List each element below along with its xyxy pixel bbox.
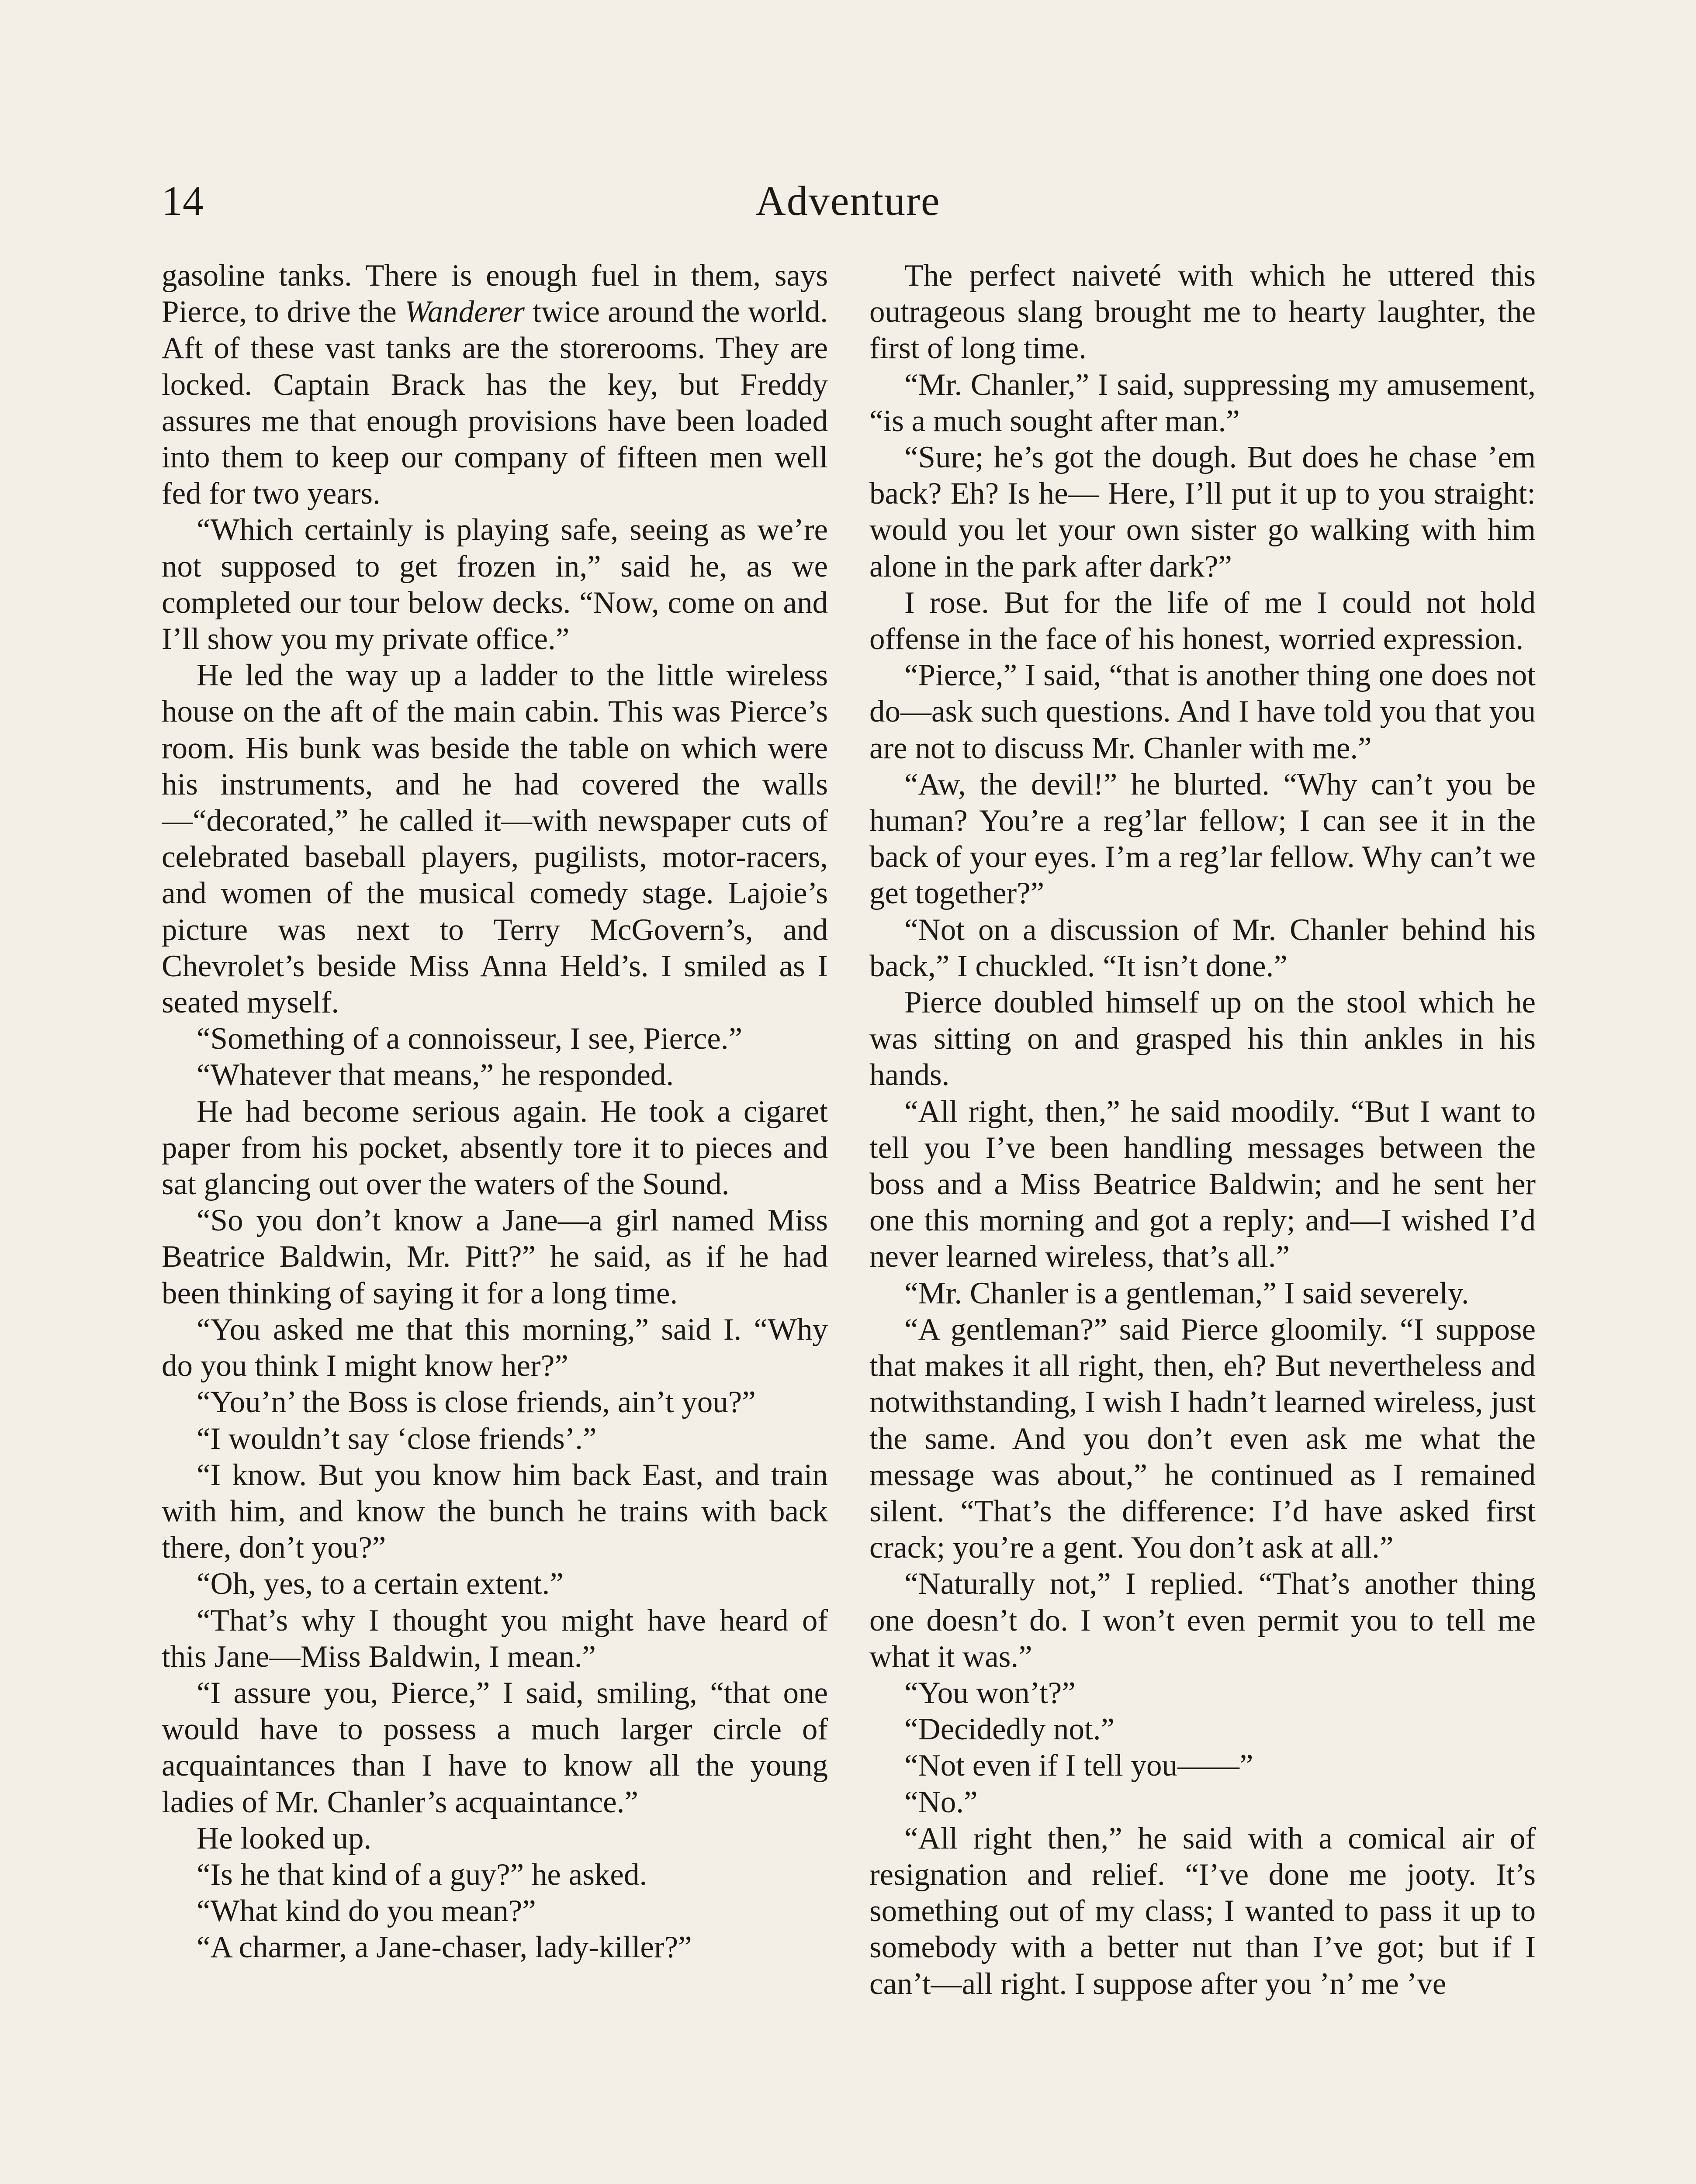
text-run: gasoline tanks. There is enough fuel in them, says Pierce, to drive the — [162, 259, 828, 329]
page-header — [162, 173, 1534, 229]
paragraph: “What kind do you mean?” — [197, 1894, 536, 1928]
paragraph — [162, 258, 828, 512]
paragraph: “I know. But you know him back East, and train with him, and know the bunch he trains with back there, don’t you?” — [162, 1458, 828, 1565]
page-number: 14 — [162, 177, 204, 224]
paragraph: “Sure; he’s got the dough. But does he chase ’em back? Eh? Is he— Here, I’ll put it up to you straight: would you let your own sister go walking with him alone in the park after dark?” — [869, 440, 1536, 584]
body-text — [162, 258, 1536, 2184]
left-column — [162, 258, 828, 2184]
paragraph: “Whatever that means,” he responded. — [197, 1058, 674, 1092]
paragraph: He had become serious again. He took a cigaret paper from his pocket, absently tore it to pieces and sat glancing out over the waters of the Sound. — [162, 1094, 828, 1202]
paragraph: “You’n’ the Boss is close friends, ain’t you?” — [197, 1385, 756, 1420]
paragraph: “Decidedly not.” — [904, 1712, 1115, 1747]
paragraph: “So you don’t know a Jane—a girl named Miss Beatrice Baldwin, Mr. Pitt?” he said, as if he had been thinking of saying it for a long time. — [162, 1203, 828, 1310]
ship-name: Wanderer — [405, 295, 525, 329]
paragraph: I rose. But for the life of me I could not hold offense in the face of his honest, worried expression. — [869, 585, 1536, 657]
paragraph: “That’s why I thought you might have heard of this Jane—Miss Baldwin, I mean.” — [162, 1603, 828, 1674]
paragraph: “Not on a discussion of Mr. Chanler behind his back,” I chuckled. “It isn’t done.” — [869, 912, 1536, 983]
paragraph: “Mr. Chanler,” I said, suppressing my amusement, “is a much sought after man.” — [869, 367, 1536, 438]
paragraph: “I assure you, Pierce,” I said, smiling, “that one would have to possess a much larger circle of acquaintances than I have to know all the young ladies of Mr. Chanler’s acquaintance.” — [162, 1676, 828, 1819]
paragraph: “I wouldn’t say ‘close friends’.” — [197, 1421, 597, 1456]
paragraph: “You asked me that this morning,” said I. “Why do you think I might know her?” — [162, 1312, 828, 1383]
paragraph: “You won’t?” — [904, 1676, 1076, 1710]
paragraph: “Mr. Chanler is a gentleman,” I said severely. — [904, 1276, 1469, 1310]
paragraph: “Not even if I tell you——” — [904, 1749, 1253, 1783]
paragraph: “Is he that kind of a guy?” he asked. — [197, 1857, 647, 1892]
paragraph: “Something of a connoisseur, I see, Pierce.” — [197, 1022, 743, 1056]
paragraph: “Which certainly is playing safe, seeing as we’re not supposed to get frozen in,” said he, as we completed our tour below decks. “Now, come on and I’ll show you my private office.” — [162, 513, 828, 657]
paragraph: “All right then,” he said with a comical air of resignation and relief. “I’ve done me jooty. It’s something out of my class; I wanted to pass it up to somebody with a better nut than I’ve got; but if I can’t—all right. I suppose after you ’n’ me ’ve — [869, 1821, 1536, 2001]
paragraph: Pierce doubled himself up on the stool which he was sitting on and grasped his thin ankles in his hands. — [869, 985, 1536, 1092]
paragraph: The perfect naiveté with which he uttered this outrageous slang brought me to hearty laughter, the first of long time. — [869, 259, 1536, 366]
paragraph: “Aw, the devil!” he blurted. “Why can’t you be human? You’re a reg’lar fellow; I can see it in the back of your eyes. I’m a reg’lar fellow. Why can’t we get together?” — [869, 767, 1536, 911]
paragraph: “All right, then,” he said moodily. “But I want to tell you I’ve been handling messages between the boss and a Miss Beatrice Baldwin; and he sent her one this morning and got a reply; and—I wished I’d never learned wireless, that’s all.” — [869, 1094, 1536, 1274]
paragraph: “No.” — [904, 1785, 978, 1819]
right-column — [869, 258, 1536, 2184]
paragraph: “Oh, yes, to a certain extent.” — [197, 1567, 564, 1601]
paragraph: “Pierce,” I said, “that is another thing one does not do—ask such questions. And I have told you that you are not to discuss Mr. Chanler with me.” — [869, 658, 1536, 765]
paragraph: “Naturally not,” I replied. “That’s another thing one doesn’t do. I won’t even permit you to tell me what it was.” — [869, 1567, 1536, 1674]
text-run: twice around the world. Aft of these vast tanks are the storerooms. They are locked. Captain Brack has the key, but Freddy assures me that enough provisions have been loaded into them to keep our company of fifteen men well fed for two years. — [162, 295, 828, 511]
paragraph: He led the way up a ladder to the little wireless house on the aft of the main cabin. This was Pierce’s room. His bunk was beside the table on which were his instruments, and he had covered the walls—“decorated,” he called it—with newspaper cuts of celebrated baseball players, pugilists, motor-racers, and women of the musical comedy stage. Lajoie’s picture was next to Terry McGovern’s, and Chevrolet’s beside Miss Anna Held’s. I smiled as I seated myself. — [162, 658, 828, 1020]
paragraph: He looked up. — [197, 1821, 372, 1856]
running-title: Adventure — [755, 177, 941, 224]
paragraph: “A charmer, a Jane-chaser, lady-killer?” — [197, 1930, 692, 1965]
paragraph: “A gentleman?” said Pierce gloomily. “I suppose that makes it all right, then, eh? But nevertheless and notwithstanding, I wish I hadn’t learned wireless, just the same. And you don’t even ask me what the message was about,” he continued as I remained silent. “That’s the difference: I’d have asked first crack; you’re a gent. You don’t ask at all.” — [869, 1312, 1536, 1565]
